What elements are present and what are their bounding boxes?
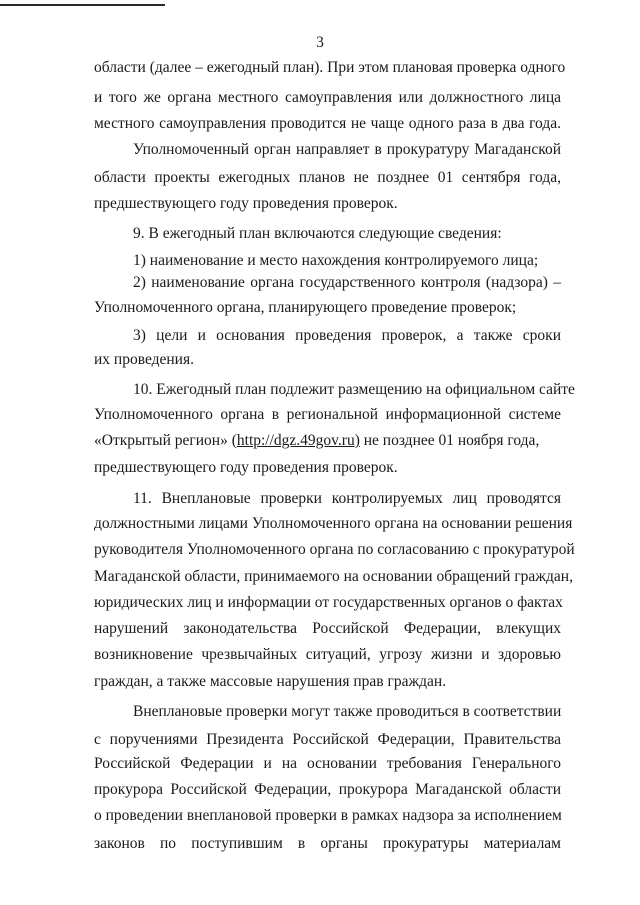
top-rule (0, 4, 165, 6)
page-number: 3 (316, 34, 324, 51)
text-line: Внеплановые проверки могут также проводиться в соответствии (133, 703, 562, 720)
text-line: должностными лицами Уполномоченного органа на основании решения (94, 515, 573, 532)
text-line-with-link (94, 432, 561, 450)
website-link[interactable]: http://dgz.49gov.ru) (236, 432, 360, 449)
text-line: области (далее – ежегодный план). При этом плановая проверка одного (94, 59, 566, 76)
text-line: предшествующего году проведения проверок. (94, 459, 398, 476)
text-line: Уполномоченный орган направляет в прокуратуру Магаданской (133, 141, 561, 158)
text-line: нарушений законодательства Российской Федерации, влекущих (94, 620, 561, 637)
text-line: предшествующего году проведения проверок. (94, 195, 398, 212)
text-line: законов по поступившим в органы прокуратуры материалам (94, 835, 561, 852)
text-line: о проведении внеплановой проверки в рамках надзора за исполнением (94, 807, 562, 824)
text-line: Уполномоченного органа в региональной информационной системе (94, 406, 561, 423)
text-segment: «Открытый регион» ( (94, 432, 237, 449)
text-line: 2) наименование органа государственного контроля (надзора) – (133, 274, 561, 291)
text-line: прокурора Российской Федерации, прокурора Магаданской области (94, 781, 561, 798)
text-line: и того же органа местного самоуправления или должностного лица (94, 89, 561, 106)
text-line: 1) наименование и место нахождения контролируемого лица; (133, 252, 539, 269)
text-line: Магаданской области, принимаемого на основании обращений граждан, (94, 568, 573, 585)
text-line: 9. В ежегодный план включаются следующие сведения: (133, 225, 502, 242)
text-line: местного самоуправления проводится не чаще одного раза в два года. (94, 115, 561, 132)
text-segment: не позднее 01 ноября года, (359, 432, 540, 449)
text-line: руководителя Уполномоченного органа по согласованию с прокуратурой (94, 541, 575, 558)
text-line: возникновение чрезвычайных ситуаций, угрозу жизни и здоровью (94, 646, 561, 663)
text-line: 3) цели и основания проведения проверок, а также сроки (133, 327, 561, 344)
text-line: области проекты ежегодных планов не позднее 01 сентября года, (94, 169, 561, 186)
text-line: 10. Ежегодный план подлежит размещению на официальном сайте (133, 381, 575, 398)
text-line: 11. Внеплановые проверки контролируемых лиц проводятся (133, 490, 561, 507)
text-line: Уполномоченного органа, планирующего проведение проверок; (94, 299, 517, 316)
text-line: с поручениями Президента Российской Федерации, Правительства (94, 731, 561, 748)
text-line: их проведения. (94, 351, 194, 368)
text-line: граждан, а также массовые нарушения прав граждан. (94, 673, 447, 690)
text-line: Российской Федерации и на основании требования Генерального (94, 755, 561, 772)
text-line: юридических лиц и информации от государственных органов о фактах (94, 594, 563, 611)
